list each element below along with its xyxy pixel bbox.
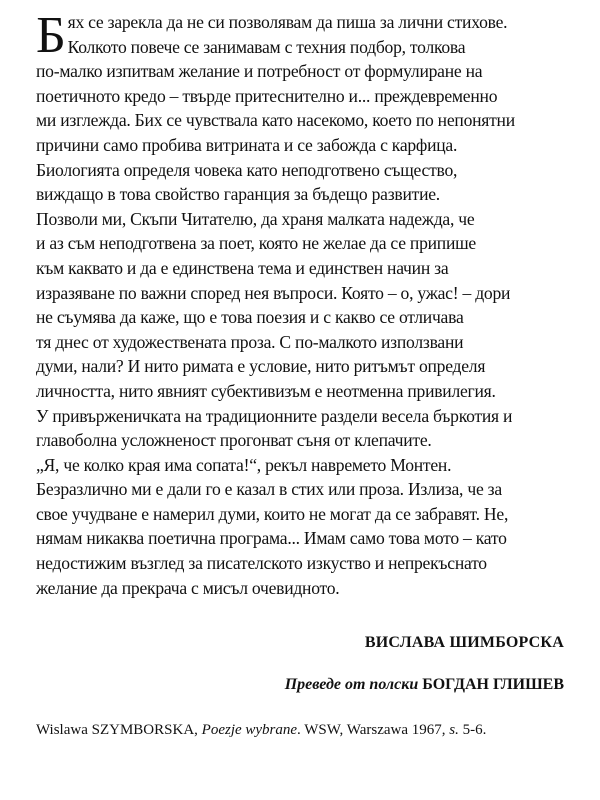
text-line: ми изглежда. Бих се чувствала като насекомо, което по непонятни	[36, 110, 515, 131]
translator-credit	[36, 676, 564, 694]
translator-prefix: Преведе от полски	[284, 676, 419, 694]
text-line: към каквато и да е единствена тема и единствен начин за	[36, 257, 449, 278]
source-pages: 5-6.	[458, 722, 487, 739]
text-line: по-малко изпитвам желание и потребност от формулиране на	[36, 61, 483, 82]
author-name: ВИСЛАВА ШИМБОРСКА	[364, 634, 564, 652]
source-publisher: . WSW, Warszawa 1967,	[297, 722, 450, 739]
text-line: „Я, че колко края има сопата!“, рекъл навремето Монтен.	[36, 454, 452, 475]
text-line: поетичното кредо – твърде притеснително и... преждевременно	[36, 85, 498, 106]
text-line: не съумява да каже, що е това поезия и с какво се отличава	[36, 307, 464, 328]
text-line: думи, нали? И нито римата е условие, нито ритъмът определя	[36, 356, 486, 377]
text-line: причини само пробива витрината и се забожда с карфица.	[36, 134, 458, 155]
text-line: главоболна усложненост прогонват съня от клепачите.	[36, 430, 432, 451]
text-line: личността, нито явният субективизъм е неотменна привилегия.	[36, 380, 496, 401]
text-line: нямам никаква поетична програма... Имам само това мото – като	[36, 528, 507, 549]
text-line: и аз съм неподготвена за поет, която не желае да се припише	[36, 233, 476, 254]
text-line: своe учудване е намерил думи, които не могат да се забравят. Не,	[36, 503, 509, 524]
page	[36, 7, 564, 739]
text-line: У привърженичката на традиционните раздели весела бъркотия и	[36, 405, 513, 426]
text-line: Колкото повече се занимавам с техния подбор, толкова	[67, 36, 466, 57]
text-line: ях се зарекла да не си позволявам да пиша за лични стихове.	[67, 12, 508, 32]
text-line: недостижим възглед за писателското изкуство и непрекъснато	[36, 553, 487, 574]
source-author: Wislawa SZYMBORSKA,	[36, 722, 202, 739]
text-line: желание да прекрача с мисъл очевидното.	[36, 577, 340, 598]
text-line: тя днес от художествената проза. С по-малкото използвани	[36, 331, 464, 352]
translator-name: БОГДАН ГЛИШЕВ	[422, 676, 564, 694]
text-line: изразяване по важни според нея въпроси. Която – о, ужас! – дори	[36, 282, 511, 303]
drop-cap: Б	[36, 7, 66, 64]
text-line: Биологията определя човека като неподготвено същество,	[36, 159, 458, 180]
source-citation	[36, 722, 564, 739]
source-pages-abbr: s.	[449, 722, 459, 739]
source-title: Poezje wybrane	[201, 722, 298, 739]
text-line: Позволи ми, Скъпи Читателю, да храня малката надежда, че	[36, 208, 475, 229]
text-line: Безразлично ми е дали го е казал в стих или проза. Излиза, че за	[36, 479, 502, 500]
text-line: виждащо в това свойство гаранция за бъдещо развитие.	[36, 184, 440, 205]
body-text	[36, 7, 564, 600]
